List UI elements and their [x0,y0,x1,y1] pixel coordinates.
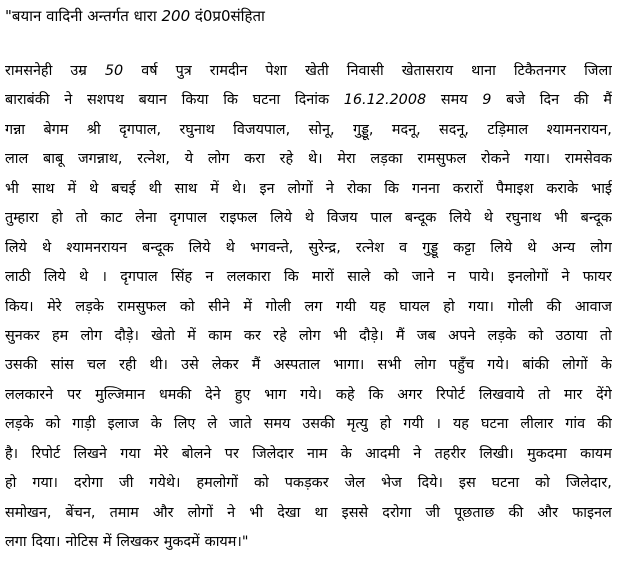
word: लिये [270,210,292,227]
word: हो [379,416,392,433]
word: थी [148,180,162,197]
word: लिये [43,269,66,286]
word: हो [5,475,17,492]
word: जेल [344,475,366,492]
word: और [537,504,559,521]
word: लिये [188,239,211,256]
text-line [5,204,612,233]
text-line [5,440,612,469]
word: दौड़े। [359,327,384,344]
word: अगर [397,386,423,403]
word: पकड़कर [284,475,329,492]
section-number: 200 [161,7,191,25]
word: लीलार [520,416,554,433]
word: लिए [173,416,196,433]
word: लेना [135,210,157,227]
word: गये। [487,357,510,374]
word: भागा। [333,357,365,374]
word: गया। [468,298,494,315]
word: मुकदमा [527,445,567,462]
word: भाग [264,386,287,403]
word: इलाज [107,416,139,433]
word: साथ [31,180,55,197]
word: जगन्नाथ, [77,151,123,168]
word: बेंचन, [65,504,96,521]
word: आदमी [365,445,400,462]
word: भी [249,504,264,521]
word: । [101,269,107,286]
word: लड़के [5,416,34,433]
word: ले [207,416,218,433]
word: 16.12.2008 [343,92,427,109]
word: पर [67,386,82,403]
word: दृगपाल [169,210,207,227]
word: थे। [307,151,323,168]
word: में [102,534,112,550]
word: ने [64,92,73,109]
word: मैं [603,92,612,109]
word: वर्ष [141,63,158,79]
word: हमलोगों [196,475,239,492]
word: मार [563,386,583,403]
word: लोग [299,327,321,344]
word: जिला [584,63,612,79]
word: लोगों [562,357,588,374]
word: सुनकर [5,327,40,344]
word: दरोगा [73,475,104,492]
word: मेरा [337,151,356,168]
word: दिन [539,92,560,109]
word: उम्र [70,63,87,79]
word: ललकारा [226,269,271,286]
word: पाल [370,210,393,227]
word: रामसेवक [564,151,612,168]
word: राइफल [219,210,258,227]
word: गया। [524,151,551,168]
word: पूछताछ [454,504,495,521]
word: बाबू [43,151,64,168]
word: समय [440,92,468,109]
word: की [597,416,612,433]
word: लाल [5,151,29,168]
word: करारों [452,180,484,197]
word: किया [181,92,209,109]
word: खेतो [151,327,175,344]
word: में [210,180,219,197]
word: दौड़े। [114,327,139,344]
word: के [340,445,352,462]
word: घटना [491,475,520,492]
word: थे [304,210,314,227]
word: भगवन्ते, [249,239,294,256]
word: सांस [50,357,74,374]
text-line [5,86,612,115]
word: बाराबंकी [5,92,50,109]
word: लिये [5,239,27,256]
word: कि [283,269,299,286]
word: गन्ना [5,121,26,138]
word: बेगम [43,121,69,138]
heading-text-after: दं0प्र0संहिता [190,7,265,25]
word: मेरे [153,445,169,462]
word: इनलोगों [507,269,549,286]
word: हम [51,327,69,344]
word: की [546,298,562,315]
word: निवासी [346,63,384,79]
word: मृत्यु [346,416,368,433]
word: गये। [300,386,322,403]
word: देंगे [596,386,612,403]
word: बचई [111,180,136,197]
word: भी [5,180,19,197]
word: दिया। [31,534,61,550]
text-line [5,322,612,351]
word: नोटिस [65,534,98,550]
word: मैं [251,357,261,374]
word: देखा [277,504,301,521]
word: लिखवाये [478,386,525,403]
word: काट [100,210,123,227]
word: लोगों [287,180,313,197]
word: जी [119,475,134,492]
word: तो [75,210,88,227]
word: दरोगा [382,504,412,521]
word: कर [243,327,261,344]
word: रामदीन [209,63,248,79]
word: में [67,180,77,197]
word: देने [205,386,221,403]
word: को [254,475,269,492]
word: गनना [411,180,440,197]
word: भी [332,327,347,344]
word: समय [263,416,291,433]
word: सभी [377,357,402,374]
word: टड़िमाल [487,121,529,138]
word: लोग [414,357,436,374]
word: गया [120,445,141,462]
text-line [5,528,612,557]
word: थे [527,239,537,256]
word: पर [224,445,239,462]
word: गाड़ी [72,416,96,433]
word: गोली [507,298,533,315]
word: रोका [346,180,372,197]
word: लोग [590,239,612,256]
word: बांकी [522,357,550,374]
document-heading [5,6,265,26]
word: ने [325,180,334,197]
word: लड़का [370,151,403,168]
word: दृगपाल [120,269,158,286]
word: में [243,298,252,315]
word: भी [553,210,568,227]
word: लिखी। [479,445,514,462]
word: थी। [149,357,168,374]
word: घायल [399,298,430,315]
word: थे [89,180,99,197]
word: अपने [448,327,476,344]
word: लिये [490,239,513,256]
word: चल [86,357,106,374]
word: 50 [104,63,124,79]
word: बयान [138,92,167,109]
word: श्यामनरायन, [546,121,612,138]
word: सदनू, [439,121,469,138]
word: जाने [411,269,435,286]
word: हो [443,298,455,315]
statement-body [5,57,612,557]
word: न [447,269,456,286]
word: बन्दूक [580,210,612,227]
word: अन्य [551,239,576,256]
word: उसकी [302,416,335,433]
word: सिंह [170,269,193,286]
word: पैमाइश [496,180,534,197]
heading-text-before: "बयान वादिनी अन्तर्गत धारा [5,7,162,25]
word: लिखने [73,445,107,462]
word: तहरीर [434,445,466,462]
word: कि [368,386,384,403]
word: जाते [229,416,252,433]
word: जी [425,504,440,521]
word: पाये। [468,269,495,286]
word: कायम [580,445,612,462]
word: । [435,416,441,433]
word: लोग [207,151,230,168]
word: बोलने [181,445,212,462]
word: विजयपाल, [233,121,291,138]
word: है। [5,445,19,462]
word: तो [599,327,612,344]
word: लेकर [211,357,239,374]
word: रामसुफल [117,298,167,315]
word: को [179,298,195,315]
text-line [5,263,612,292]
word: गया। [32,475,58,492]
word: था [314,504,328,521]
word: इन [259,180,275,197]
word: दिये। [417,475,443,492]
word: इस [458,475,476,492]
word: की [508,504,524,521]
word: मुल्जिमान [95,386,146,403]
word: रत्नेश, [137,151,170,168]
word: ललकारने [5,386,54,403]
word: साथ [174,180,198,197]
word: रामसनेही [5,63,53,79]
word: कि [223,92,238,109]
word: कराके [546,180,579,197]
word: काम [208,327,232,344]
text-line [5,234,612,263]
word: लगा [5,534,27,550]
word: को [383,269,399,286]
word: के [150,416,162,433]
word: खेती [305,63,329,79]
word: जिलेदार, [565,475,612,492]
word: कहे [335,386,355,403]
word: दृगपाल, [119,121,162,138]
word: साले [347,269,371,286]
text-line [5,57,612,86]
word: घटना [480,416,509,433]
word: गुड्डू [422,239,439,256]
word: पुत्र [175,63,192,79]
word: ने [413,445,422,462]
text-line [5,469,612,498]
word: मेरे [47,298,62,315]
word: उसे [181,357,199,374]
word: ने [227,504,236,521]
word: लग [304,298,323,315]
word: लाठी [5,269,31,286]
text-line [5,116,612,145]
word: कि [384,180,399,197]
word: और [152,504,174,521]
word: फायर [582,269,612,286]
word: सुरेन्द्र, [308,239,341,256]
text-line [5,175,612,204]
word: गयेथे। [149,475,181,492]
word: नाम [307,445,328,462]
word: को [535,475,550,492]
word: की [573,92,589,109]
word: के [600,357,612,374]
word: गयी [335,298,357,315]
word: रहे [273,327,287,344]
word: मुकदमें [163,534,200,550]
word: खेतासराय [401,63,454,79]
text-line [5,351,612,380]
word: पेशा [265,63,288,79]
word: समोखन, [5,504,52,521]
word: बन्दूक [142,239,174,256]
word: तमाम [109,504,139,521]
word: हो [51,210,63,227]
word: रत्नेश [355,239,384,256]
word: आवाज [574,298,612,315]
word: हुए [234,386,251,403]
word: न [205,269,214,286]
word: करा [244,151,265,168]
word: लिये [449,210,471,227]
word: रिपोर्ट [436,386,465,403]
word: यह [369,298,386,315]
word: रोकने [481,151,510,168]
word: थे [483,210,493,227]
word: लोगों [187,504,213,521]
word: सशपथ [87,92,124,109]
word: घटना [252,92,281,109]
word: लोग [80,327,103,344]
word: गुड्डू, [352,121,374,138]
word: को [45,416,61,433]
word: थे [41,239,52,256]
text-line [5,499,612,528]
text-line [5,381,612,410]
word: गांव [565,416,586,433]
word: रिपोर्ट [31,445,61,462]
word: किय। [5,298,34,315]
word: मारों [311,269,334,286]
word: थे। [231,180,247,197]
word: विजय [326,210,358,227]
word: बजे [506,92,526,109]
word: भाई [591,180,612,197]
word: रामसुफल [417,151,467,168]
text-line [5,410,612,439]
word: टिकैतनगर [513,63,567,79]
word: अस्पताल [273,357,321,374]
word: दिनांक [294,92,330,109]
word: मदनू, [391,121,421,138]
word: उसकी [5,357,38,374]
word: यह [452,416,469,433]
word: बन्दूक [404,210,437,227]
text-line [5,145,612,174]
word: भेज [381,475,402,492]
word: में [187,327,196,344]
word: व [399,239,408,256]
text-line [5,293,612,322]
word: धमकी [158,386,192,403]
word: कायम।" [204,534,249,550]
word: सोनू, [308,121,335,138]
word: गयी [403,416,424,433]
word: लड़के [487,327,517,344]
word: तो [538,386,551,403]
word: को [528,327,544,344]
word: तुम्हारा [5,210,39,227]
word: कट्टा [453,239,476,256]
word: श्री [86,121,101,138]
word: रघुनाथ [505,210,542,227]
word: लिखकर [116,534,159,550]
word: मैं [395,327,405,344]
word: थे [79,269,89,286]
word: श्यामनरायन [66,239,128,256]
word: लड़के [75,298,104,315]
word: जब [416,327,436,344]
word: गोली [265,298,291,315]
word: सीने [208,298,230,315]
word: जिलेदार [252,445,294,462]
word: फाइनल [572,504,612,521]
word: 9 [482,92,492,109]
word: थाना [471,63,496,79]
word: पहुँच [449,357,475,374]
word: ने [561,269,570,286]
word: ये [184,151,194,168]
word: रघुनाथ [179,121,215,138]
word: रहे [279,151,294,168]
word: इससे [341,504,369,521]
word: उठाया [555,327,588,344]
word: थे [225,239,235,256]
word: रही [119,357,137,374]
